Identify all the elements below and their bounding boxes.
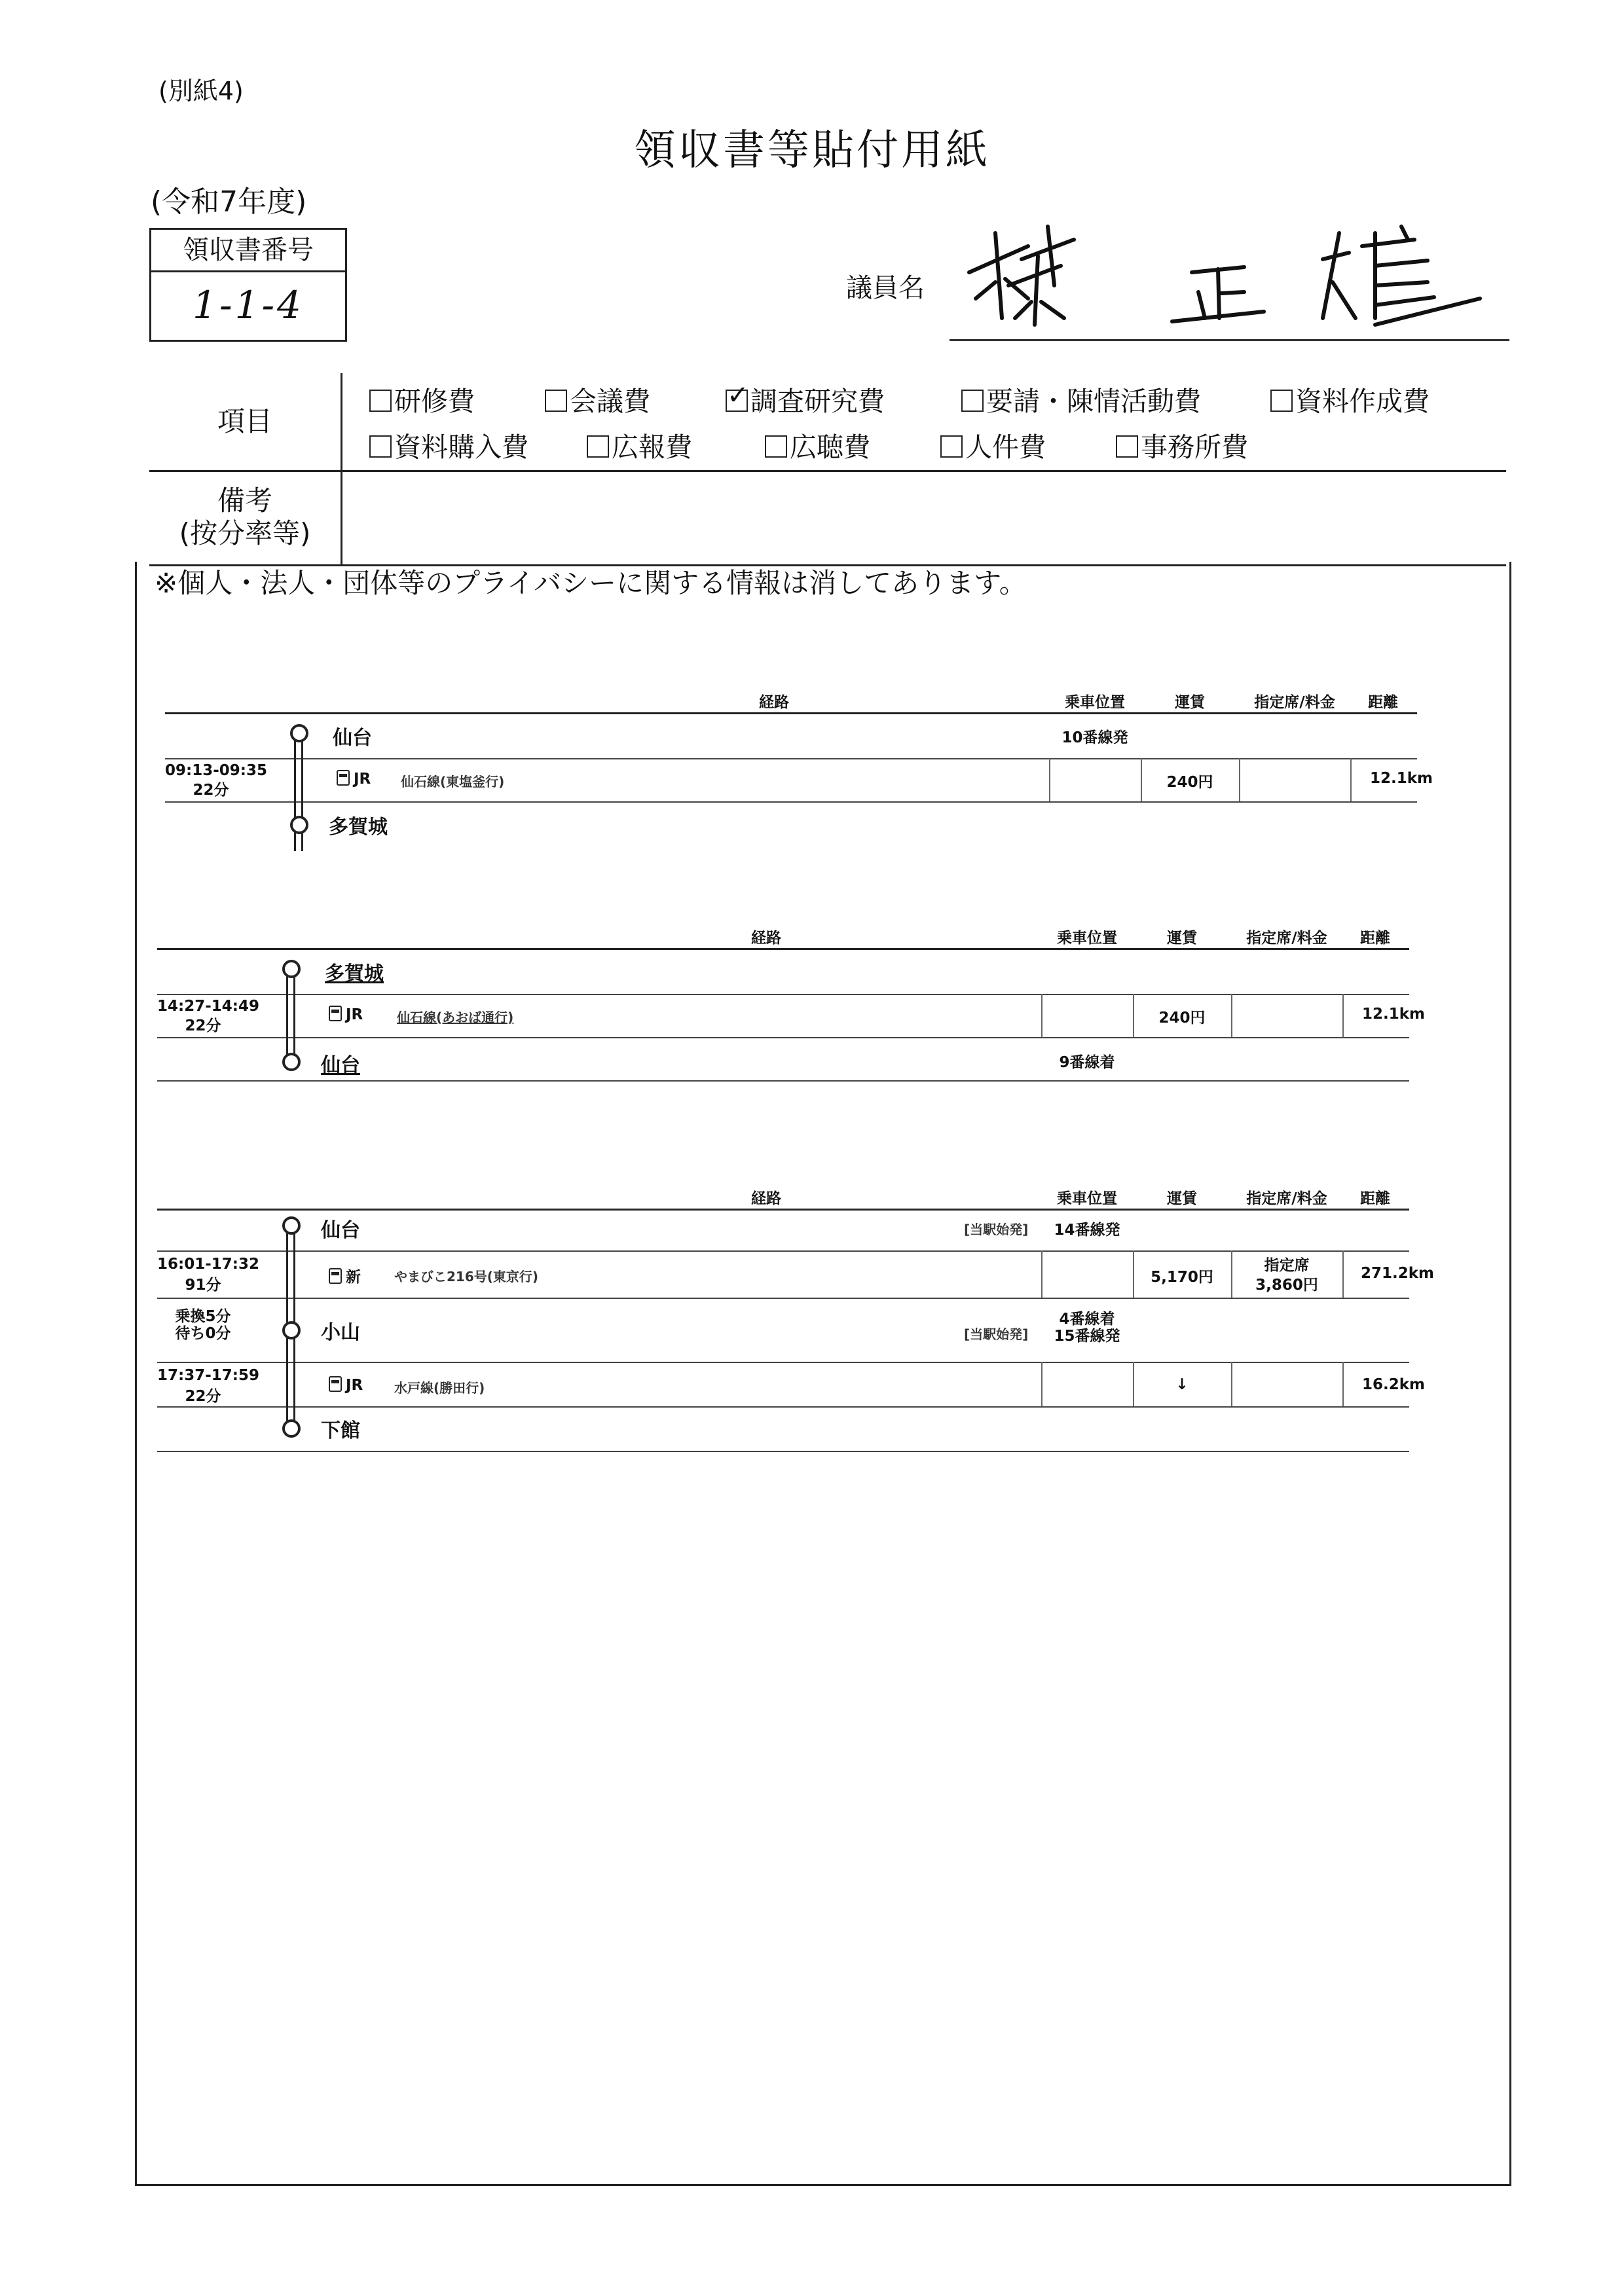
distance-value: 12.1km: [1362, 1006, 1426, 1023]
cell-divider: [1350, 758, 1352, 801]
header-position: 乗車位置: [1057, 1190, 1117, 1207]
station-dot: [282, 960, 301, 978]
station-dot: [282, 1321, 301, 1339]
cell-divider: [1041, 994, 1043, 1037]
checkbox[interactable]: [961, 390, 984, 412]
item-personnel[interactable]: 人件費: [940, 426, 1046, 464]
row-rule: [157, 994, 1409, 995]
via-note: [当駅始発]: [964, 1326, 1029, 1342]
route-2: [157, 915, 1426, 1084]
train-icon: [329, 1376, 342, 1392]
line-name: 仙石線(あおば通行): [397, 1010, 514, 1025]
row-rule: [157, 1250, 1409, 1252]
row-rule: [165, 758, 1417, 759]
member-signature: [956, 220, 1506, 338]
route-rail: [286, 970, 295, 1065]
segment-duration: 22分: [185, 1388, 221, 1405]
station-from: 仙台: [321, 1219, 360, 1242]
line-name: やまびこ216号(東京行): [394, 1269, 539, 1285]
segment-time: 14:27-14:49: [157, 998, 259, 1015]
line-type: 新: [329, 1265, 361, 1286]
header-position: 乗車位置: [1057, 930, 1117, 947]
distance-value: 12.1km: [1370, 770, 1433, 787]
station-to: 仙台: [321, 1054, 360, 1077]
line-name: 水戸線(勝田行): [394, 1380, 485, 1396]
station-to: 下館: [321, 1419, 360, 1442]
header-distance: 距離: [1360, 930, 1390, 947]
checkbox[interactable]: [587, 435, 609, 458]
header-distance: 距離: [1368, 694, 1398, 711]
header-distance: 距離: [1360, 1190, 1390, 1207]
station-dot: [290, 816, 308, 834]
item-pr[interactable]: 広報費: [587, 426, 692, 464]
row-rule: [157, 1362, 1409, 1363]
fiscal-year: (令和7年度): [151, 185, 307, 219]
header-fare: 運賃: [1175, 694, 1205, 711]
items-row-label: 項目: [149, 373, 342, 470]
header-position: 乗車位置: [1065, 694, 1125, 711]
checkbox[interactable]: [545, 390, 567, 412]
fare-value: 240円: [1158, 1010, 1206, 1027]
row-rule: [157, 1451, 1409, 1452]
member-name-underline: [950, 339, 1509, 341]
station-dot: [282, 1053, 301, 1071]
station-from: 多賀城: [325, 962, 384, 985]
header-reserved: 指定席/料金: [1246, 930, 1327, 947]
header-route: 経路: [751, 1190, 781, 1207]
item-petition[interactable]: 要請・陳情活動費: [961, 380, 1201, 418]
item-materials[interactable]: 資料作成費: [1270, 380, 1430, 418]
checkbox[interactable]: [369, 435, 392, 458]
notes-row-label: 備考 (按分率等): [149, 470, 342, 564]
row-rule: [165, 801, 1417, 803]
items-row: [149, 373, 1506, 472]
item-hearing[interactable]: 広聴費: [765, 426, 870, 464]
shinkansen-icon: [329, 1268, 342, 1284]
header-route: 経路: [759, 694, 789, 711]
item-training[interactable]: 研修費: [369, 380, 475, 418]
reserved-label: 指定席: [1264, 1257, 1310, 1274]
platform-to: 9番線着: [1059, 1054, 1115, 1071]
line-type: JR: [329, 1006, 363, 1023]
item-purchase[interactable]: 資料購入費: [369, 426, 528, 464]
transfer-time: 乗換5分: [175, 1308, 231, 1325]
row-rule: [157, 1406, 1409, 1408]
station-from: 仙台: [333, 727, 372, 750]
line-name: 仙石線(東塩釜行): [401, 774, 505, 790]
item-meeting[interactable]: 会議費: [545, 380, 650, 418]
item-office[interactable]: 事務所費: [1116, 426, 1248, 464]
row-rule: [157, 1298, 1409, 1299]
cell-divider: [1231, 994, 1232, 1037]
line-type: JR: [337, 770, 371, 788]
station-dot: [282, 1419, 301, 1438]
train-icon: [337, 770, 350, 786]
checkbox[interactable]: [765, 435, 787, 458]
station-dot: [282, 1216, 301, 1235]
header-fare: 運賃: [1167, 1190, 1197, 1207]
checkbox[interactable]: [369, 390, 392, 412]
fare-value: ↓: [1175, 1376, 1189, 1393]
checkbox[interactable]: [1270, 390, 1293, 412]
privacy-notice: ※個人・法人・団体等のプライバシーに関する情報は消してあります。: [155, 567, 1027, 599]
platform-from: 14番線発: [1054, 1222, 1120, 1239]
distance-value: 271.2km: [1361, 1265, 1435, 1282]
origin-note: [当駅始発]: [964, 1222, 1029, 1237]
fare-value: 240円: [1166, 774, 1213, 791]
segment-duration: 22分: [193, 782, 229, 799]
row-rule: [157, 1037, 1409, 1038]
header-rule: [165, 712, 1417, 714]
item-research[interactable]: ✓ 調査研究費: [726, 380, 885, 418]
route-3: [157, 1176, 1435, 1451]
reserved-fee: 3,860円: [1255, 1277, 1318, 1294]
segment-time: 16:01-17:32: [157, 1256, 259, 1273]
row-rule: [157, 1080, 1409, 1082]
header-fare: 運賃: [1167, 930, 1197, 947]
platform-from: 10番線発: [1061, 729, 1128, 746]
segment-duration: 91分: [185, 1277, 221, 1294]
station-dot: [290, 724, 308, 742]
cell-divider: [1049, 758, 1050, 801]
header-rule: [157, 948, 1409, 950]
cell-divider: [1231, 1362, 1232, 1406]
train-icon: [329, 1006, 342, 1021]
checkbox[interactable]: [940, 435, 963, 458]
station-via: 小山: [321, 1321, 360, 1344]
receipt-number-box: [149, 228, 347, 342]
route-1: [165, 680, 1433, 848]
distance-value: 16.2km: [1362, 1376, 1426, 1393]
page-title: 領収書等貼付用紙: [634, 126, 990, 175]
fare-value: 5,170円: [1151, 1269, 1213, 1286]
cell-divider: [1041, 1362, 1043, 1406]
line-type: JR: [329, 1376, 363, 1394]
receipt-number-label: 領収書番号: [151, 230, 345, 272]
annex-label: (別紙4): [158, 77, 244, 105]
segment-duration: 22分: [185, 1017, 221, 1034]
segment-time: 17:37-17:59: [157, 1367, 259, 1384]
cell-divider: [1342, 994, 1344, 1037]
via-platform-depart: 15番線発: [1054, 1328, 1120, 1345]
checkbox[interactable]: [1116, 435, 1138, 458]
checkbox-checked[interactable]: [726, 390, 748, 412]
wait-time: 待ち0分: [175, 1325, 231, 1342]
cell-divider: [1239, 758, 1240, 801]
header-reserved: 指定席/料金: [1254, 694, 1335, 711]
member-name-label: 議員名: [846, 273, 925, 303]
segment-time: 09:13-09:35: [165, 762, 267, 779]
receipt-number-value: 1-1-4: [193, 283, 304, 327]
header-route: 経路: [751, 930, 781, 947]
header-reserved: 指定席/料金: [1246, 1190, 1327, 1207]
header-rule: [157, 1209, 1409, 1211]
cell-divider: [1342, 1250, 1344, 1298]
notes-row: [149, 470, 1506, 566]
via-platform-arrive: 4番線着: [1059, 1311, 1115, 1328]
cell-divider: [1342, 1362, 1344, 1406]
cell-divider: [1041, 1250, 1043, 1298]
station-to: 多賀城: [329, 816, 388, 839]
